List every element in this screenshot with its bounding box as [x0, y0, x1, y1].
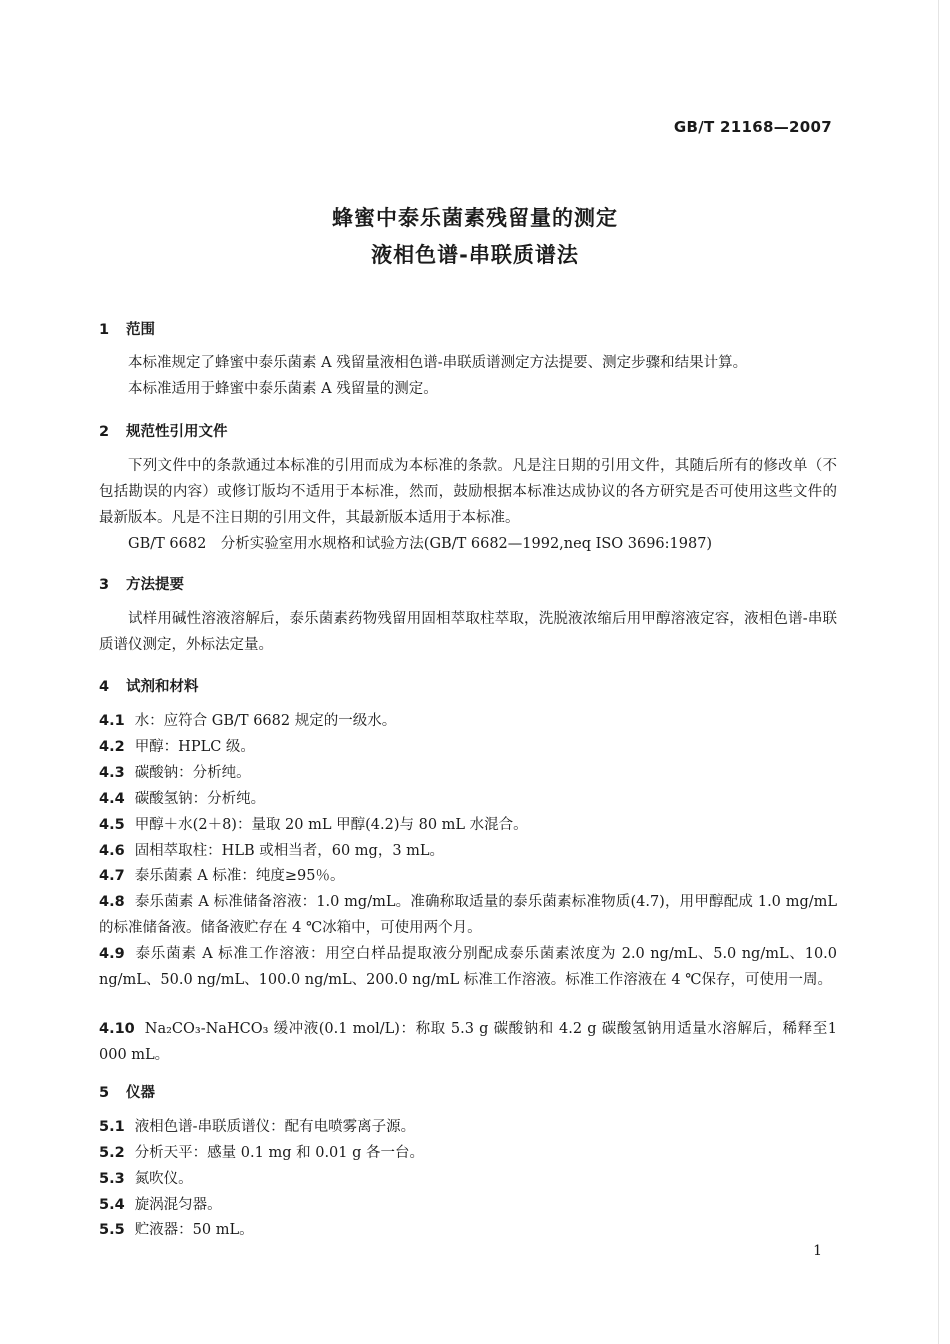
title-line-2: 液相色谱-串联质谱法	[371, 243, 579, 267]
standard-number: GB/T 21168—2007	[673, 118, 832, 136]
item-text: 旋涡混匀器。	[134, 1197, 222, 1213]
item-number: 4.6	[99, 843, 125, 859]
section-title: 范围	[126, 322, 155, 338]
list-item	[99, 863, 837, 889]
section-5-heading	[99, 1081, 155, 1102]
item-number: 4.7	[99, 868, 125, 884]
list-item	[99, 786, 837, 812]
item-text: 固相萃取柱：HLB 或相当者，60 mg，3 mL。	[134, 843, 445, 859]
item-text: 氮吹仪。	[134, 1171, 193, 1187]
list-item	[99, 812, 837, 838]
list-item	[99, 760, 837, 786]
section-3-paragraph-1: 试样用碱性溶液溶解后，泰乐菌素药物残留用固相萃取柱萃取，洗脱液浓缩后用甲醇溶液定容，液相色谱-串联质谱仪测定，外标法定量。	[99, 611, 837, 653]
title-line-1: 蜂蜜中泰乐菌素残留量的测定	[332, 206, 618, 230]
item-number: 4.10	[99, 1021, 135, 1037]
item-number: 4.2	[99, 739, 125, 755]
list-item	[99, 708, 837, 734]
item-number: 5.2	[99, 1145, 125, 1161]
section-2-paragraph-1: 下列文件中的条款通过本标准的引用而成为本标准的条款。凡是注日期的引用文件，其随后所有的修改单（不包括勘误的内容）或修订版均不适用于本标准，然而，鼓励根据本标准达成协议的各方研究是否可使用这些文件的最新版本。凡是不注日期的引用文件，其最新版本适用于本标准。	[99, 458, 837, 526]
item-text: 分析天平：感量 0.1 mg 和 0.01 g 各一台。	[134, 1145, 424, 1161]
page-number: 1	[813, 1243, 822, 1259]
item-number: 4.5	[99, 817, 125, 833]
section-title: 试剂和材料	[126, 679, 199, 695]
item-number: 5.1	[99, 1119, 125, 1135]
list-item	[99, 1016, 837, 1068]
section-title: 仪器	[126, 1085, 155, 1101]
item-text: 泰乐菌素 A 标准储备溶液：1.0 mg/mL。准确称取适量的泰乐菌素标准物质(4.7)，用甲醇配成 1.0 mg/mL 的标准储备液。储备液贮存在 4 ℃冰箱中，可使用两个月。	[99, 894, 837, 936]
list-item	[99, 1192, 837, 1218]
item-text: 碳酸钠：分析纯。	[134, 765, 251, 781]
item-number: 5.5	[99, 1222, 125, 1238]
section-title: 规范性引用文件	[126, 424, 228, 440]
list-item	[99, 941, 837, 993]
section-number: 2	[99, 424, 110, 440]
list-item	[99, 889, 837, 941]
item-text: 甲醇＋水(2＋8)：量取 20 mL 甲醇(4.2)与 80 mL 水混合。	[134, 817, 528, 833]
item-number: 4.8	[99, 894, 125, 910]
section-number: 4	[99, 679, 110, 695]
section-title: 方法提要	[126, 577, 184, 593]
item-text: 贮液器：50 mL。	[134, 1222, 254, 1238]
item-text: 甲醇：HPLC 级。	[134, 739, 255, 755]
item-text: 水：应符合 GB/T 6682 规定的一级水。	[134, 713, 397, 729]
section-number: 5	[99, 1085, 110, 1101]
section-1-heading	[99, 318, 155, 339]
item-number: 5.4	[99, 1197, 125, 1213]
list-item	[99, 1114, 837, 1140]
list-item	[99, 1166, 837, 1192]
list-item	[99, 734, 837, 760]
list-item	[99, 1217, 837, 1243]
item-number: 4.1	[99, 713, 125, 729]
section-4-heading	[99, 675, 199, 696]
section-1-paragraph-1: 本标准规定了蜂蜜中泰乐菌素 A 残留量液相色谱-串联质谱测定方法提要、测定步骤和结果计算。	[128, 355, 748, 371]
list-item	[99, 1140, 837, 1166]
section-1-paragraph-2: 本标准适用于蜂蜜中泰乐菌素 A 残留量的测定。	[128, 381, 438, 397]
item-text: 泰乐菌素 A 标准工作溶液：用空白样品提取液分别配成泰乐菌素浓度为 2.0 ng/mL、5.0 ng/mL、10.0 ng/mL、50.0 ng/mL、100.0 ng/mL、200.0 ng/mL 标准工作溶液。标准工作溶液在 4 ℃保存，可使用一周。	[99, 946, 837, 988]
section-number: 3	[99, 577, 110, 593]
item-text: Na₂CO₃-NaHCO₃ 缓冲液(0.1 mol/L)：称取 5.3 g 碳酸钠和 4.2 g 碳酸氢钠用适量水溶解后，稀释至1 000 mL。	[99, 1021, 837, 1063]
item-text: 泰乐菌素 A 标准：纯度≥95％。	[134, 868, 345, 884]
section-2-reference: GB/T 6682 分析实验室用水规格和试验方法(GB/T 6682—1992,neq ISO 3696:1987)	[128, 536, 713, 552]
section-3-heading	[99, 573, 184, 594]
item-text: 液相色谱-串联质谱仪：配有电喷雾离子源。	[134, 1119, 416, 1135]
section-number: 1	[99, 322, 110, 338]
item-number: 5.3	[99, 1171, 125, 1187]
item-number: 4.3	[99, 765, 125, 781]
item-number: 4.4	[99, 791, 125, 807]
section-2-heading	[99, 420, 228, 441]
list-item	[99, 838, 837, 864]
item-text: 碳酸氢钠：分析纯。	[134, 791, 266, 807]
item-number: 4.9	[99, 946, 125, 962]
